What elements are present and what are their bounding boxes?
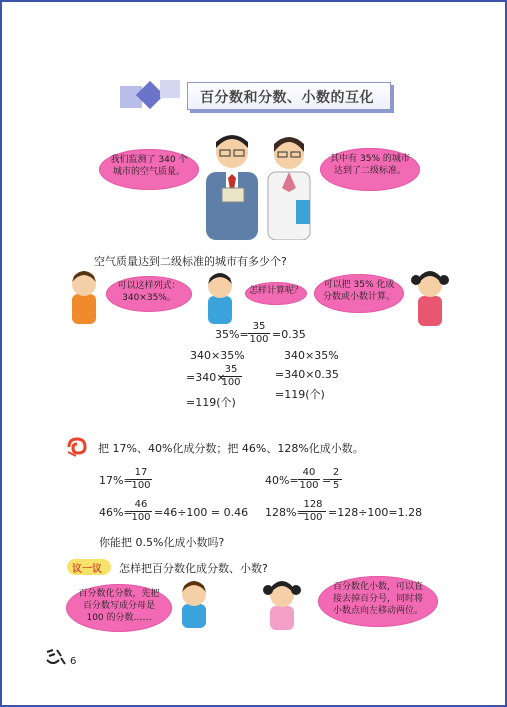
girl-speech-bubble-2: 百分数化小数，可以直接去掉百分号，同时将小数点向左移动两位。	[318, 576, 438, 627]
calc-35-percent-rhs: =0.35	[272, 328, 306, 341]
calc-colB-line2: =340×0.35	[275, 368, 339, 381]
boy-illustration-1	[66, 268, 102, 324]
discuss-text: 怎样把百分数化成分数、小数?	[119, 562, 268, 575]
calc-colA-fraction: $\frac{35}{100}$	[221, 364, 241, 388]
calc-colA-line1: 340×35%	[190, 349, 245, 362]
ex-b-fraction: $\frac{40}{100}$	[299, 467, 319, 491]
exercise-swirl-icon	[66, 436, 88, 458]
question-text: 空气质量达到二级标准的城市有多少个?	[94, 255, 287, 268]
calc-35-percent-lhs: 35%=	[215, 328, 249, 341]
teacher-woman-illustration	[264, 128, 314, 240]
ex-d-lhs: 128%=	[265, 506, 306, 519]
ex-a-fraction: $\frac{17}{100}$	[131, 467, 151, 491]
calc-colA-line3: =119(个)	[186, 396, 236, 409]
calc-colA-line2: =340×	[186, 371, 226, 384]
girl-speech-bubble-1: 可以把 35% 化成分数或小数计算。	[314, 274, 404, 313]
ex-d-fraction: $\frac{128}{100}$	[300, 499, 326, 524]
discuss-badge: 议一议	[67, 559, 111, 575]
boy-speech-bubble-3: 百分数化分数，先把百分数写成分母是100 的分数……	[66, 584, 172, 632]
teacher-speech-bubble-2: 其中有 35% 的城市达到了二级标准。	[320, 148, 420, 191]
exercise-instruction: 把 17%、40%化成分数；把 46%、128%化成小数。	[98, 442, 364, 455]
page-title: 百分数和分数、小数的互化	[200, 90, 374, 106]
ex-d-rhs: =128÷100=1.28	[328, 506, 423, 519]
ex-b-simplified-fraction: $\frac{2}{5}$	[330, 467, 342, 492]
ex-c-fraction: $\frac{46}{100}$	[131, 499, 151, 523]
ask-text: 你能把 0.5%化成小数吗?	[99, 536, 225, 549]
calc-colB-line3: =119(个)	[275, 388, 325, 401]
ex-c-rhs: =46÷100 = 0.46	[154, 506, 249, 519]
title-diamond-decoration	[120, 78, 180, 112]
boy-speech-bubble-2: 怎样计算呢？	[245, 282, 307, 305]
calc-35-percent-fraction: $\frac{35}{100}$	[249, 321, 269, 345]
girl-illustration-1	[410, 268, 450, 326]
boy-illustration-3	[176, 578, 212, 628]
calc-colB-line1: 340×35%	[284, 349, 339, 362]
page-corner-ornament-icon	[45, 648, 67, 668]
boy-illustration-2	[202, 270, 238, 324]
boy-speech-bubble-1: 可以这样列式：340×35%。	[106, 276, 192, 312]
title-box	[187, 82, 391, 110]
ex-a-lhs: 17%=	[99, 474, 133, 487]
ex-b-lhs: 40%=	[265, 474, 299, 487]
teacher-speech-bubble-1: 我们监测了 340 个城市的空气质量。	[99, 149, 199, 190]
teacher-man-illustration	[202, 130, 262, 240]
page-number: 6	[70, 656, 77, 667]
girl-illustration-2	[262, 578, 302, 630]
ex-c-lhs: 46%=	[99, 506, 133, 519]
ex-b-equals: =	[322, 474, 332, 487]
